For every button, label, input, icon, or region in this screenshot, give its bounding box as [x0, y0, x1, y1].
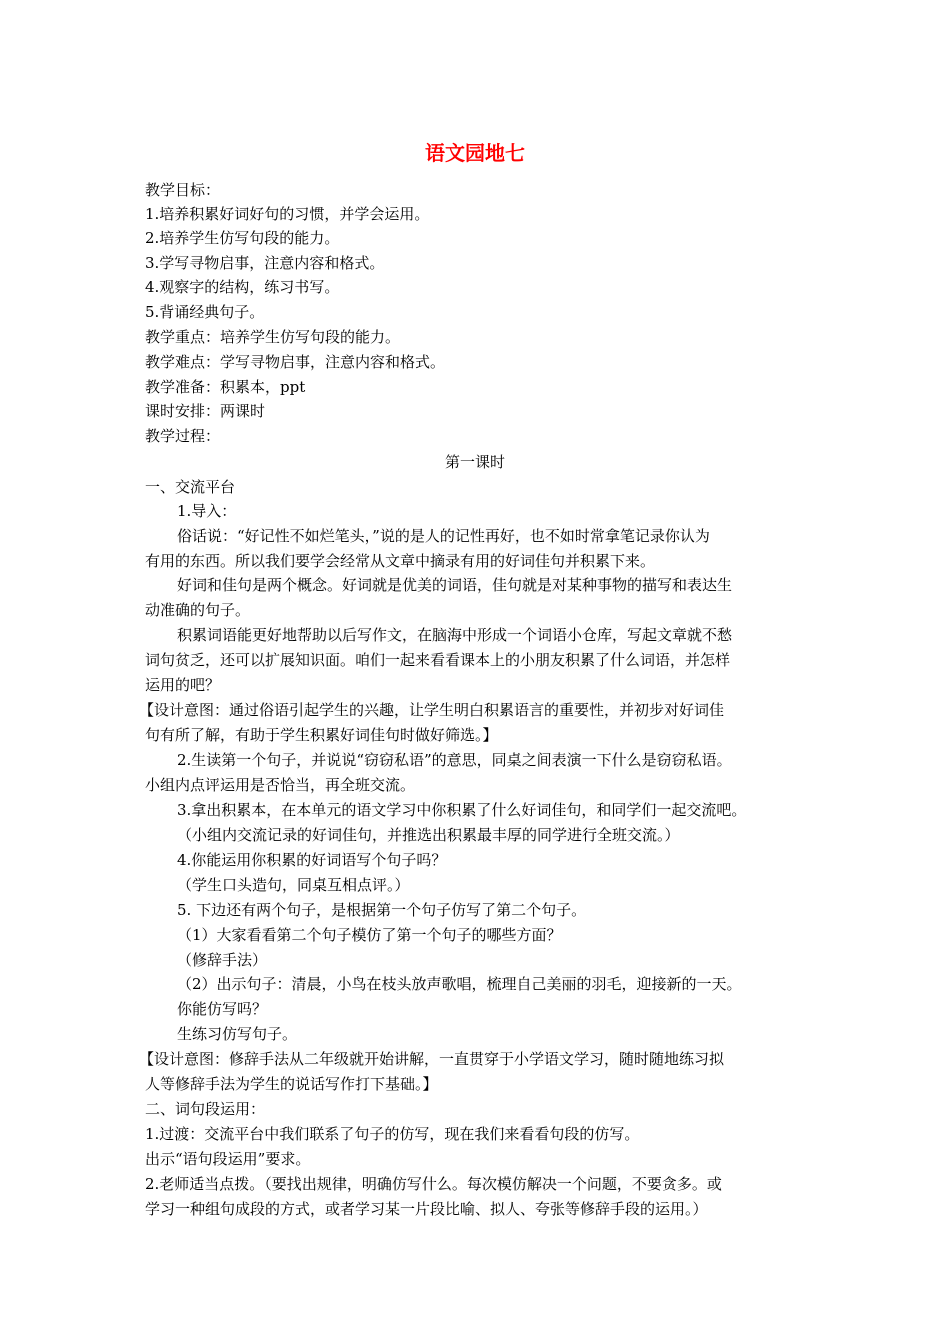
text-line: 2.老师适当点拨。（要找出规律，明确仿写什么。每次模仿解决一个问题，不要贪多。或 — [145, 1175, 722, 1193]
text-line: 出示“语句段运用”要求。 — [145, 1150, 311, 1168]
text-line: 好词和佳句是两个概念。好词就是优美的词语，佳句就是对某种事物的描写和表达生 — [177, 576, 733, 594]
text-line: 教学目标： — [145, 181, 221, 199]
text-line: 小组内点评运用是否恰当，再全班交流。 — [145, 776, 416, 794]
design-intent-note: 【设计意图：通过俗语引起学生的兴趣，让学生明白积累语言的重要性，并初步对好词佳 — [139, 701, 725, 719]
text-line: （小组内交流记录的好词佳句，并推选出积累最丰厚的同学进行全班交流。） — [177, 826, 680, 844]
text-line: （学生口头造句，同桌互相点评。） — [177, 876, 410, 894]
text-line: 学习一种组句成段的方式，或者学习某一片段比喻、拟人、夸张等修辞手段的运用。） — [145, 1200, 708, 1218]
text-line: 词句贫乏，还可以扩展知识面。咱们一起来看看课本上的小朋友积累了什么词语，并怎样 — [145, 651, 731, 669]
text-line: 课时安排：两课时 — [145, 402, 266, 420]
text-line: 3.学写寻物启事，注意内容和格式。 — [145, 254, 385, 272]
text-line: 教学过程： — [145, 427, 221, 445]
text-line: 一、交流平台 — [145, 478, 236, 496]
text-line: 2.培养学生仿写句段的能力。 — [145, 229, 340, 247]
text-line: 运用的吧？ — [145, 676, 221, 694]
text-line: 1.导入： — [177, 502, 237, 520]
text-line: （2）出示句子：清晨，小鸟在枝头放声歌唱，梳理自己美丽的羽毛，迎接新的一天。 — [177, 975, 742, 993]
text-line: 5. 下边还有两个句子，是根据第一个句子仿写了第二个句子。 — [177, 901, 587, 919]
text-line: 二、词句段运用： — [145, 1100, 266, 1118]
design-intent-note: 【设计意图：修辞手法从二年级就开始讲解，一直贯穿于小学语文学习，随时随地练习拟 — [139, 1050, 725, 1068]
text-line: 教学准备：积累本，ppt — [145, 378, 306, 396]
text-line: 俗话说：“好记性不如烂笔头，”说的是人的记性再好，也不如时常拿笔记录你认为 — [177, 527, 710, 545]
text-line: 你能仿写吗？ — [177, 1000, 268, 1018]
text-line: 2.生读第一个句子，并说说“窃窃私语”的意思，同桌之间表演一下什么是窃窃私语。 — [177, 751, 732, 769]
text-line: 1.培养积累好词好句的习惯，并学会运用。 — [145, 205, 430, 223]
text-line: 4.你能运用你积累的好词语写个句子吗？ — [177, 851, 447, 869]
text-line: 3.拿出积累本，在本单元的语文学习中你积累了什么好词佳句，和同学们一起交流吧。 — [177, 801, 747, 819]
text-line: 4.观察字的结构，练习书写。 — [145, 278, 340, 296]
text-line: （1）大家看看第二个句子模仿了第一个句子的哪些方面？ — [177, 926, 562, 944]
text-line: 5.背诵经典句子。 — [145, 303, 265, 321]
text-line: 有用的东西。所以我们要学会经常从文章中摘录有用的好词佳句并积累下来。 — [145, 552, 656, 570]
text-line: 教学难点：学写寻物启事，注意内容和格式。 — [145, 353, 446, 371]
text-line: 1.过渡：交流平台中我们联系了句子的仿写，现在我们来看看句段的仿写。 — [145, 1125, 640, 1143]
design-intent-note: 人等修辞手法为学生的说话写作打下基础。】 — [145, 1075, 438, 1093]
document-title: 语文园地七 — [425, 141, 525, 165]
section-heading-first-lesson: 第一课时 — [444, 453, 505, 471]
text-line: 教学重点：培养学生仿写句段的能力。 — [145, 328, 401, 346]
text-line: 动准确的句子。 — [145, 601, 251, 619]
text-line: 生练习仿写句子。 — [177, 1025, 298, 1043]
text-line: （修辞手法） — [177, 951, 268, 969]
text-line: 积累词语能更好地帮助以后写作文，在脑海中形成一个词语小仓库，写起文章就不愁 — [177, 626, 733, 644]
design-intent-note: 句有所了解，有助于学生积累好词佳句时做好筛选。】 — [145, 726, 498, 744]
